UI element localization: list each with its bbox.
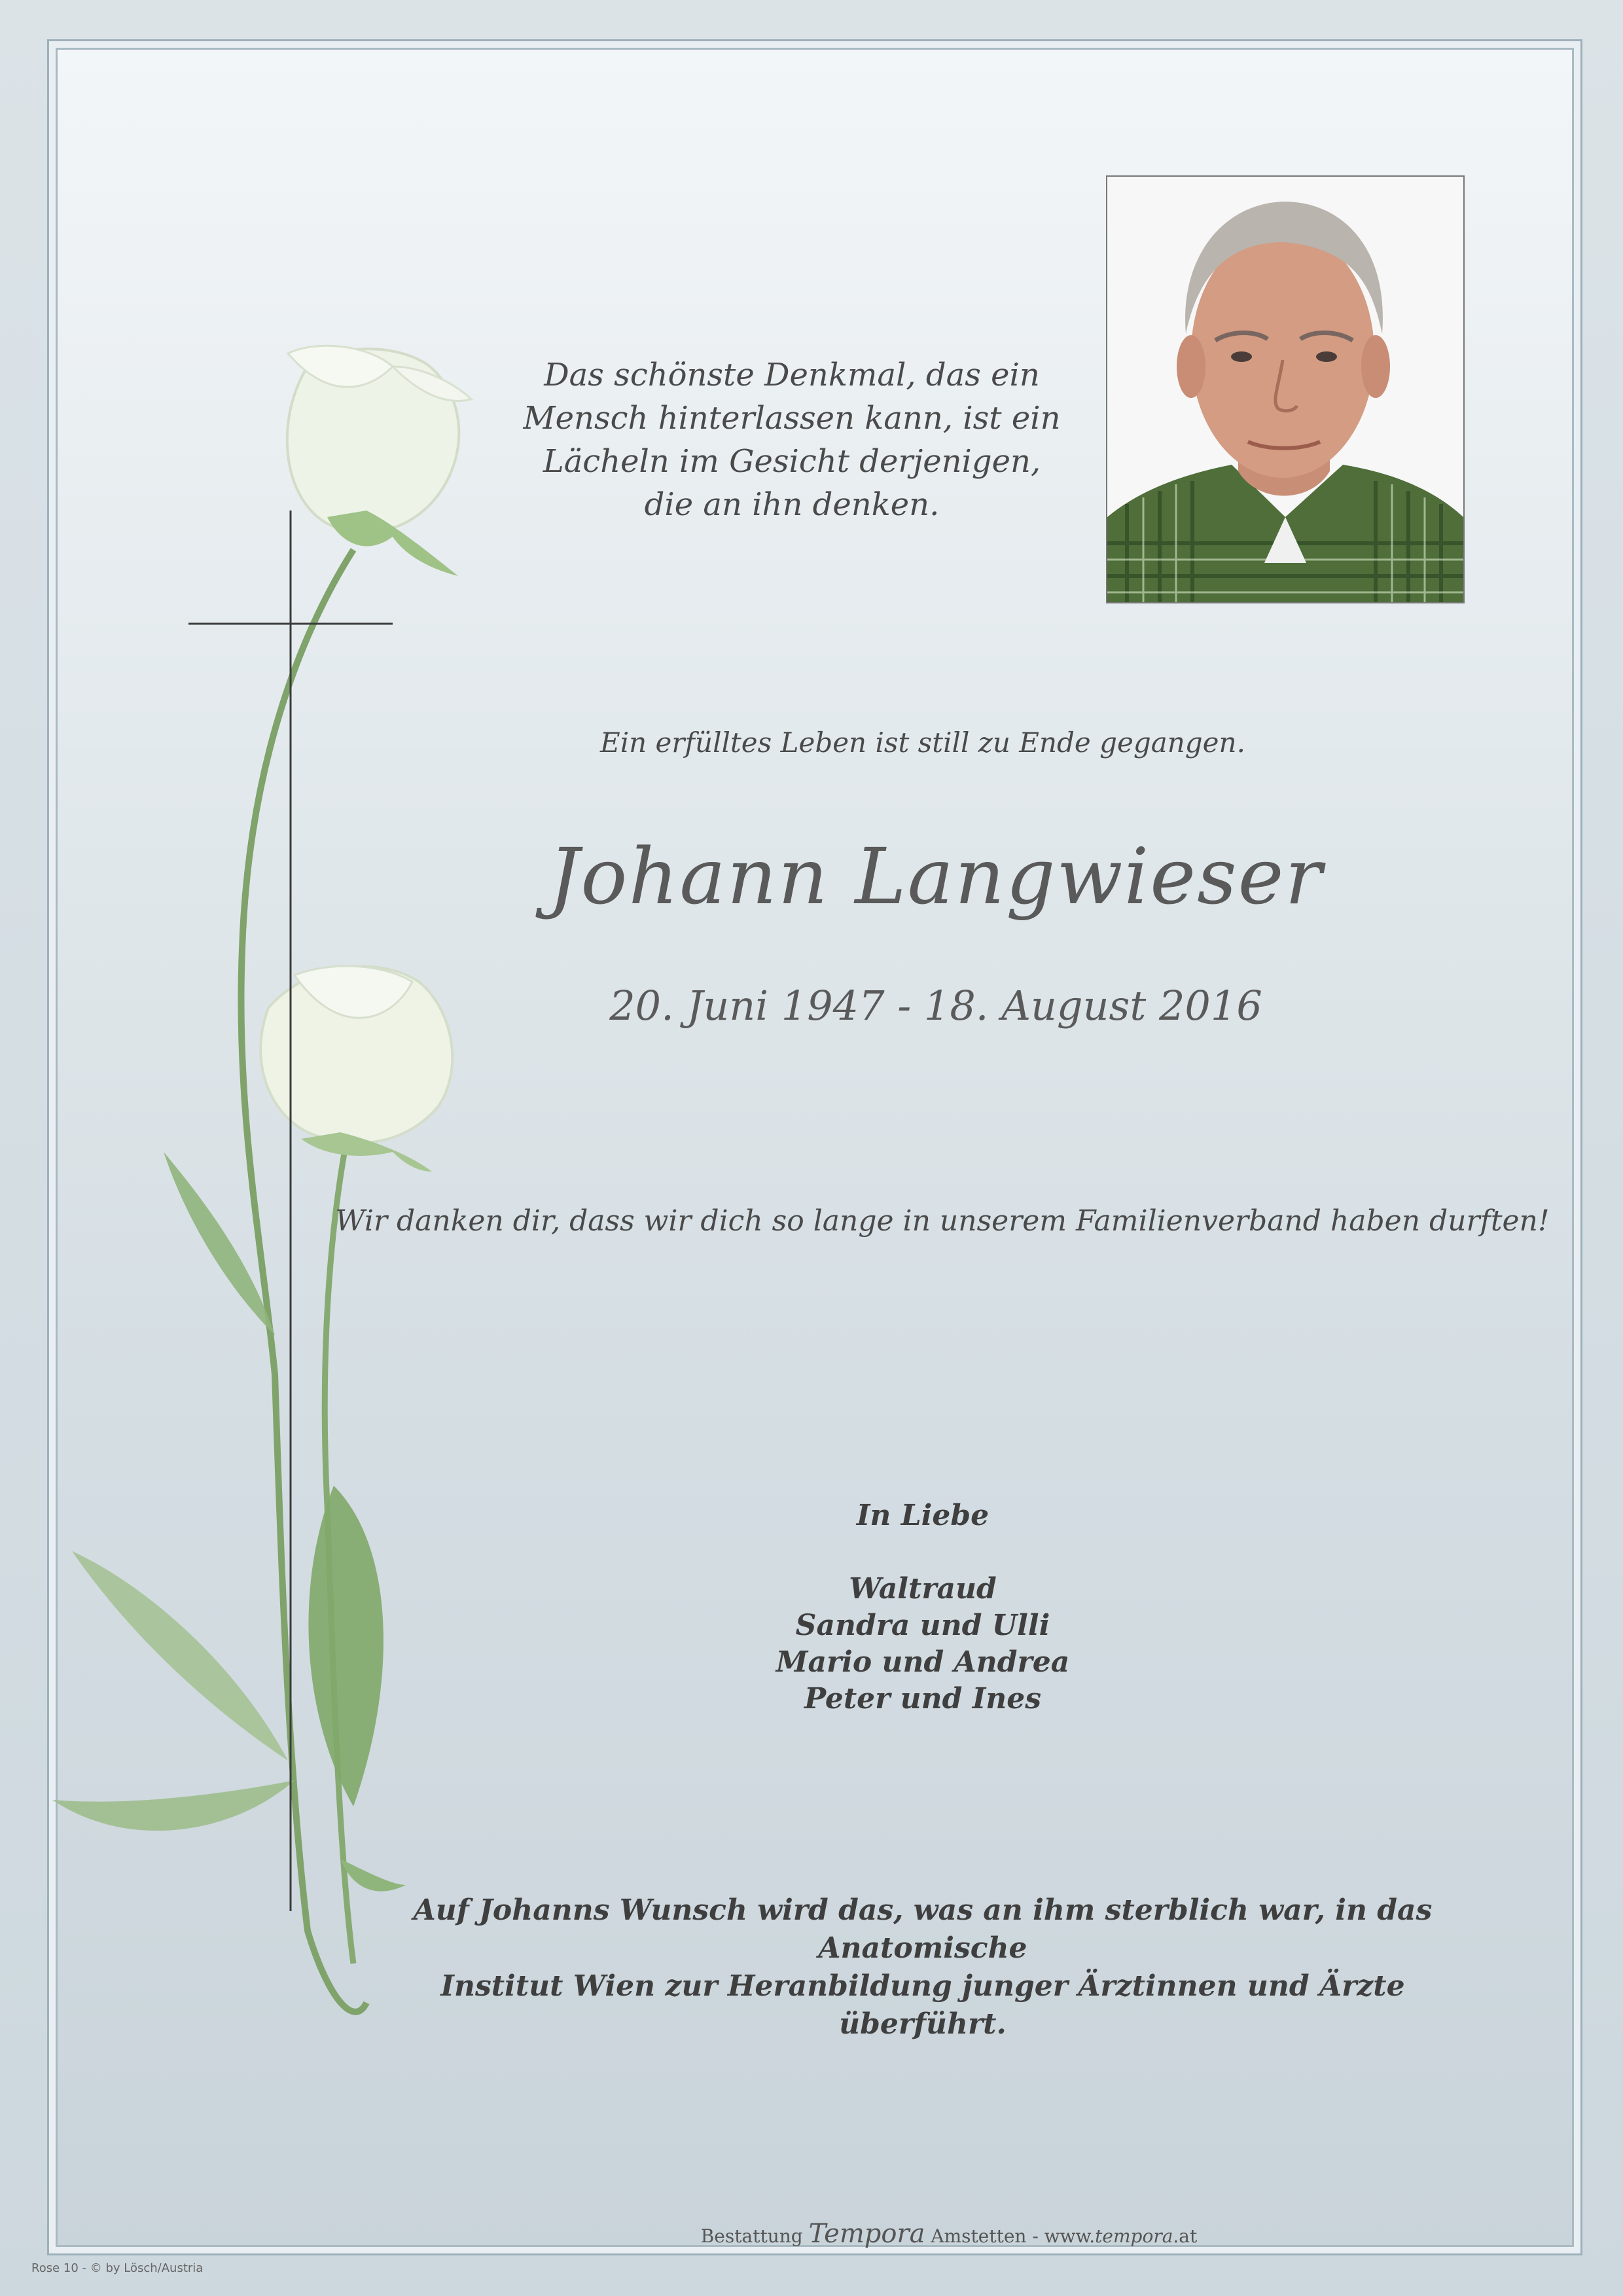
final-wish [366, 1892, 1479, 2043]
wish-line: Auf Johanns Wunsch wird das, was an ihm sterblich war, in das Anatomische [413, 1893, 1433, 1965]
design-credit: Rose 10 - © by Lösch/Austria [31, 2261, 204, 2275]
quote-block [497, 353, 1086, 526]
quote-line: Mensch hinterlassen kann, ist ein [523, 400, 1061, 437]
footer-prefix: Bestattung [700, 2225, 803, 2247]
leaf-2 [72, 1551, 288, 1761]
footer-domain: tempora [1095, 2225, 1173, 2247]
lower-rose [260, 966, 452, 1172]
in-love-heading: In Liebe [856, 1499, 990, 1532]
leaf-3 [52, 1780, 294, 1831]
leaf-5 [340, 1859, 406, 1892]
portrait-photo [1106, 175, 1465, 603]
upper-rose [287, 346, 471, 576]
life-dates: 20. Juni 1947 - 18. August 2016 [609, 982, 1262, 1030]
family-member: Sandra und Ulli [795, 1609, 1050, 1642]
family-names [720, 1571, 1126, 1717]
family-member: Waltraud [849, 1572, 997, 1605]
thanks-text: Wir danken dir, dass wir dich so lange in unserem Familienverband haben durften! [335, 1204, 1550, 1238]
quote-line: die an ihn denken. [644, 486, 940, 523]
quote-line: Das schönste Denkmal, das ein [544, 357, 1040, 393]
footer-brand: Tempora [808, 2219, 925, 2249]
footer-suffix: Amstetten - www. [931, 2225, 1096, 2247]
quote-line: Lächeln im Gesicht derjenigen, [543, 443, 1041, 480]
family-member: Peter und Ines [804, 1682, 1042, 1715]
wish-line: Institut Wien zur Heranbildung junger Ärztinnen und Ärzte überführt. [440, 1969, 1405, 2041]
funeral-home-footer [589, 2219, 1309, 2249]
deceased-name: Johann Langwieser [548, 831, 1323, 922]
leaf-4 [308, 1486, 383, 1806]
family-member: Mario und Andrea [776, 1645, 1070, 1679]
footer-tld: .at [1173, 2225, 1198, 2247]
subtitle: Ein erfülltes Leben ist still zu Ende gegangen. [600, 726, 1245, 759]
